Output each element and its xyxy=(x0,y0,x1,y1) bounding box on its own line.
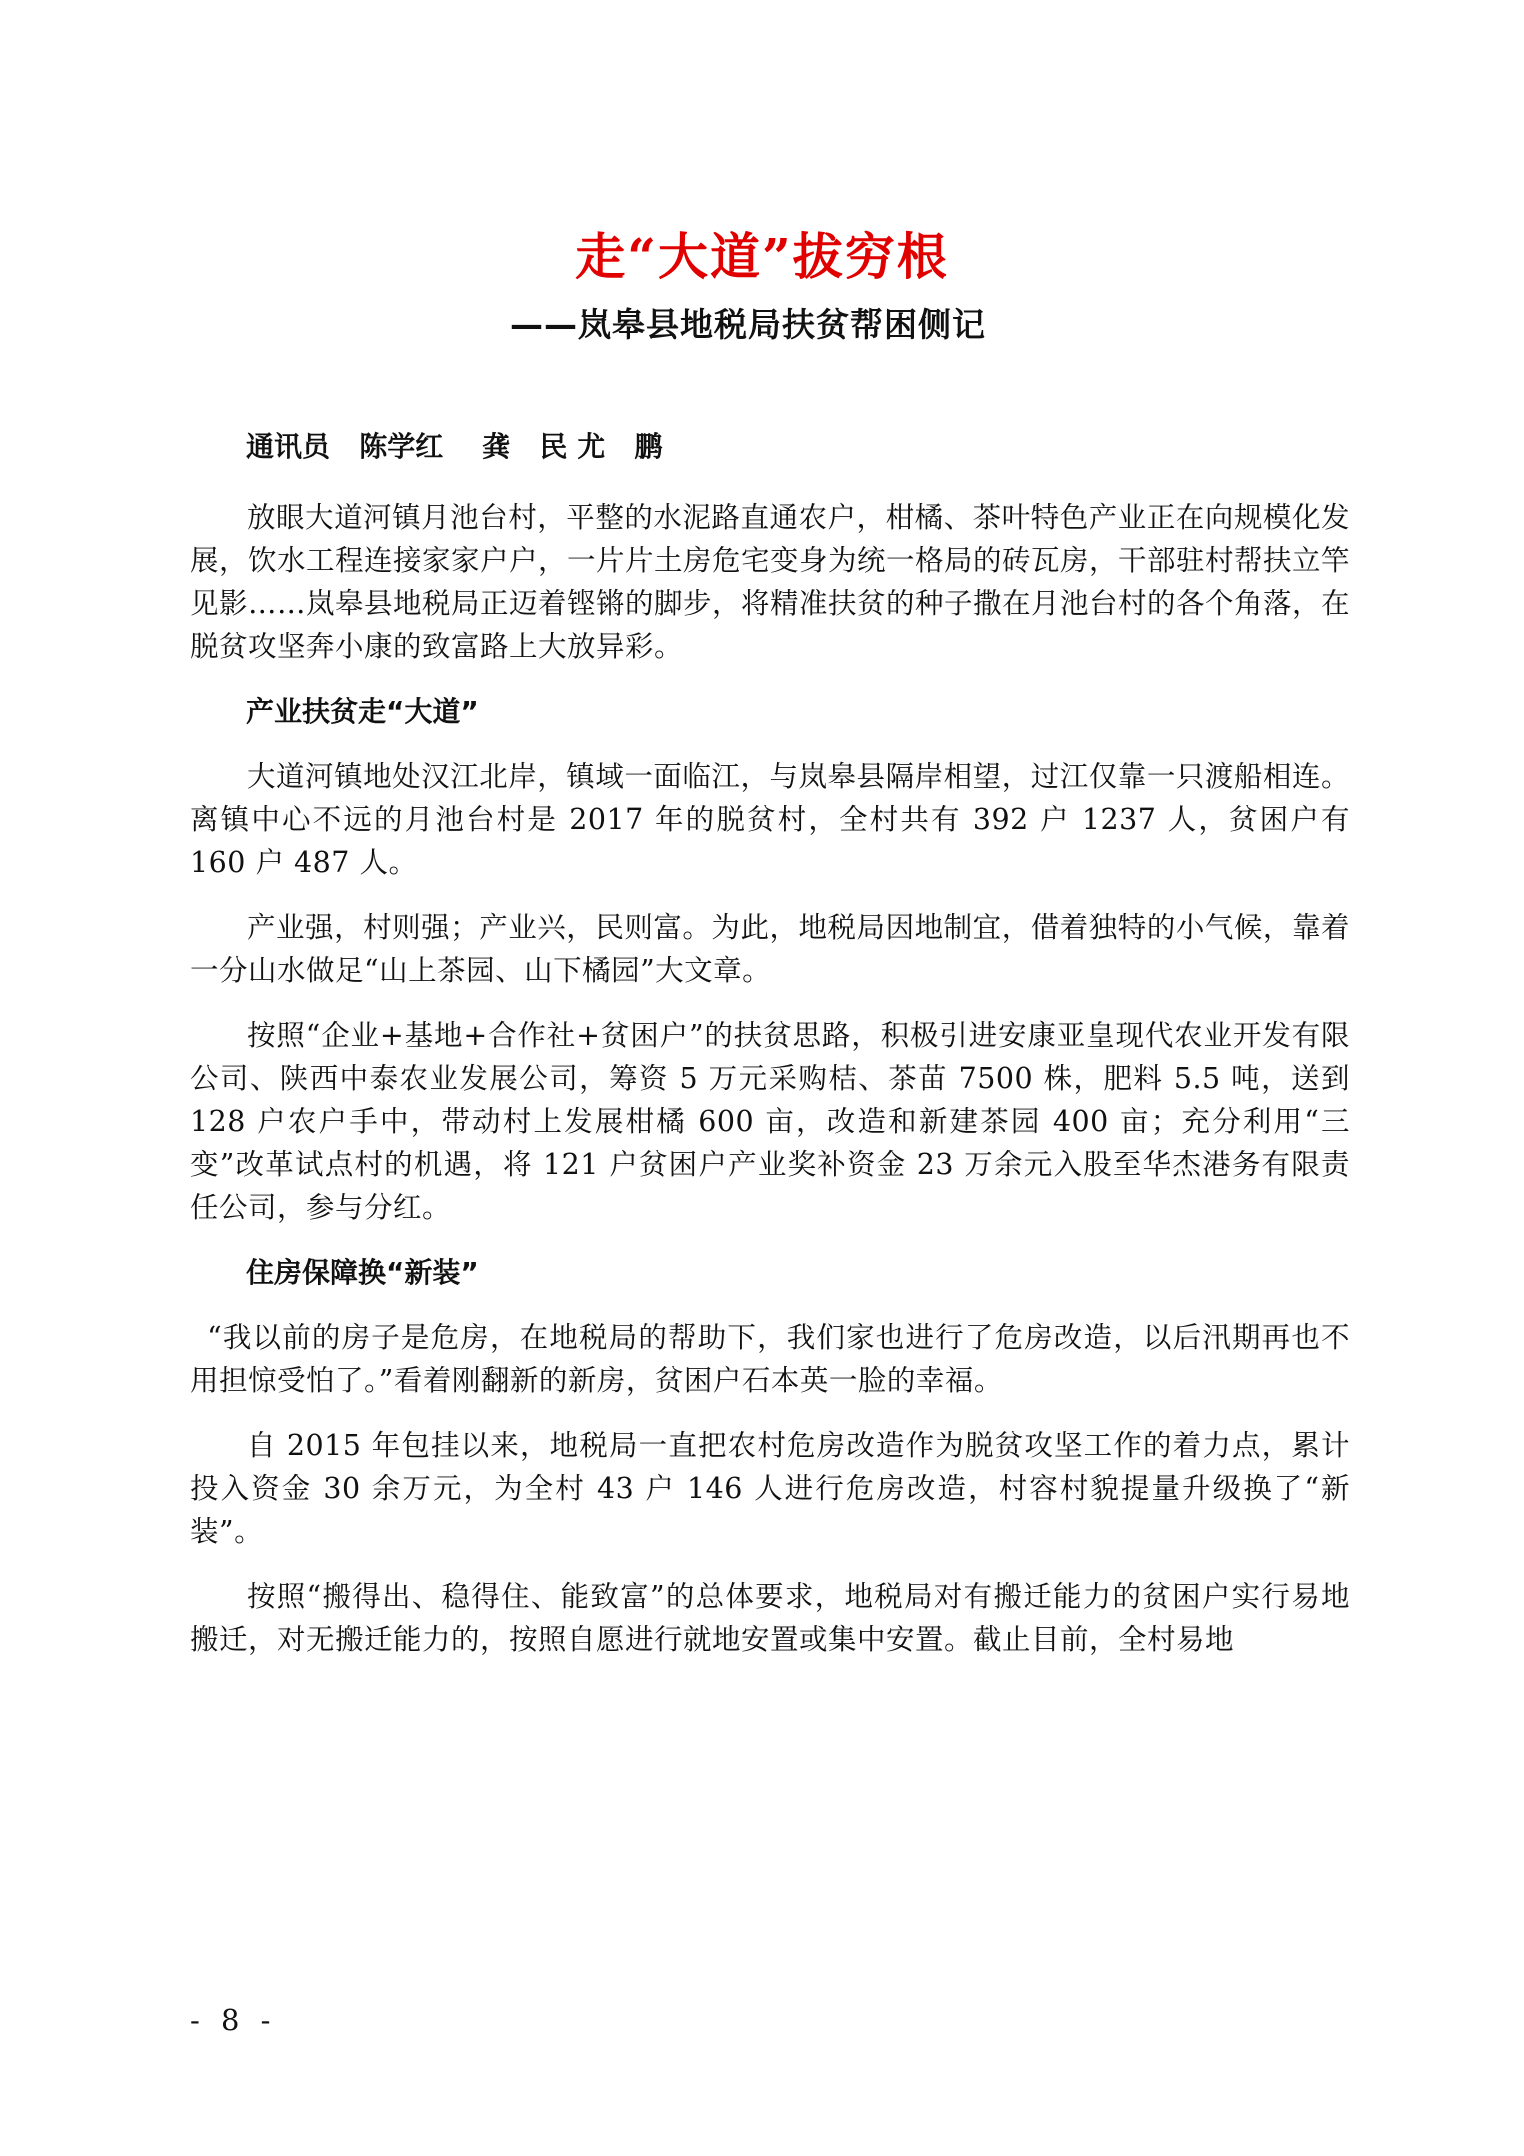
article-body xyxy=(190,425,1350,1683)
section-heading-housing: 住房保障换“新装” xyxy=(246,1256,479,1289)
paragraph-industry-strategy: 产业强，村则强；产业兴，民则富。为此，地税局因地制宜，借着独特的小气候，靠着一分山水做足“山上茶园、山下橘园”大文章。 xyxy=(190,911,1350,987)
article-title: 走“大道”拔穷根 xyxy=(575,227,949,286)
page-number: - 8 - xyxy=(190,2003,277,2037)
article-subtitle: ——岚皋县地税局扶贫帮困侧记 xyxy=(510,305,986,344)
paragraph-intro: 放眼大道河镇月池台村，平整的水泥路直通农户，柑橘、茶叶特色产业正在向规模化发展，饮水工程连接家家户户，一片片土房危宅变身为统一格局的砖瓦房，干部驻村帮扶立竿见影……岚皋县地税局正迈着铿锵的脚步，将精准扶贫的种子撒在月池台村的各个角落，在脱贫攻坚奔小康的致富路上大放异彩。 xyxy=(190,501,1351,663)
paragraph-housing-renovation: 自 2015 年包挂以来，地税局一直把农村危房改造作为脱贫攻坚工作的着力点，累计投入资金 30 余万元，为全村 43 户 146 人进行危房改造，村容村貌提量升级换了“新装”。 xyxy=(190,1429,1350,1548)
paragraph-relocation: 按照“搬得出、稳得住、能致富”的总体要求，地税局对有搬迁能力的贫困户实行易地搬迁，对无搬迁能力的，按照自愿进行就地安置或集中安置。截止目前，全村易地 xyxy=(190,1580,1350,1656)
paragraph-village-profile: 大道河镇地处汉江北岸，镇域一面临江，与岚皋县隔岸相望，过江仅靠一只渡船相连。离镇中心不远的月池台村是 2017 年的脱贫村，全村共有 392 户 1237 人，贫困户有 160 户 487 人。 xyxy=(190,760,1350,879)
section-heading-industry: 产业扶贫走“大道” xyxy=(246,695,479,728)
paragraph-industry-investment: 按照“企业+基地+合作社+贫困户”的扶贫思路，积极引进安康亚皇现代农业开发有限公司、陕西中泰农业发展公司，筹资 5 万元采购桔、茶苗 7500 株，肥料 5.5 吨，送到 128 户农户手中，带动村上发展柑橘 600 亩，改造和新建茶园 400 亩；充分利用“三变”改革试点村的机遇，将 121 户贫困户产业奖补资金 23 万余元入股至华杰港务有限责任公司，参与分红。 xyxy=(190,1019,1350,1224)
article-byline: 通讯员 陈学红 龚 民 尤 鹏 xyxy=(246,430,663,463)
paragraph-resident-quote: “我以前的房子是危房，在地税局的帮助下，我们家也进行了危房改造，以后汛期再也不用担惊受怕了。”看着刚翻新的新房，贫困户石本英一脸的幸福。 xyxy=(190,1321,1350,1397)
